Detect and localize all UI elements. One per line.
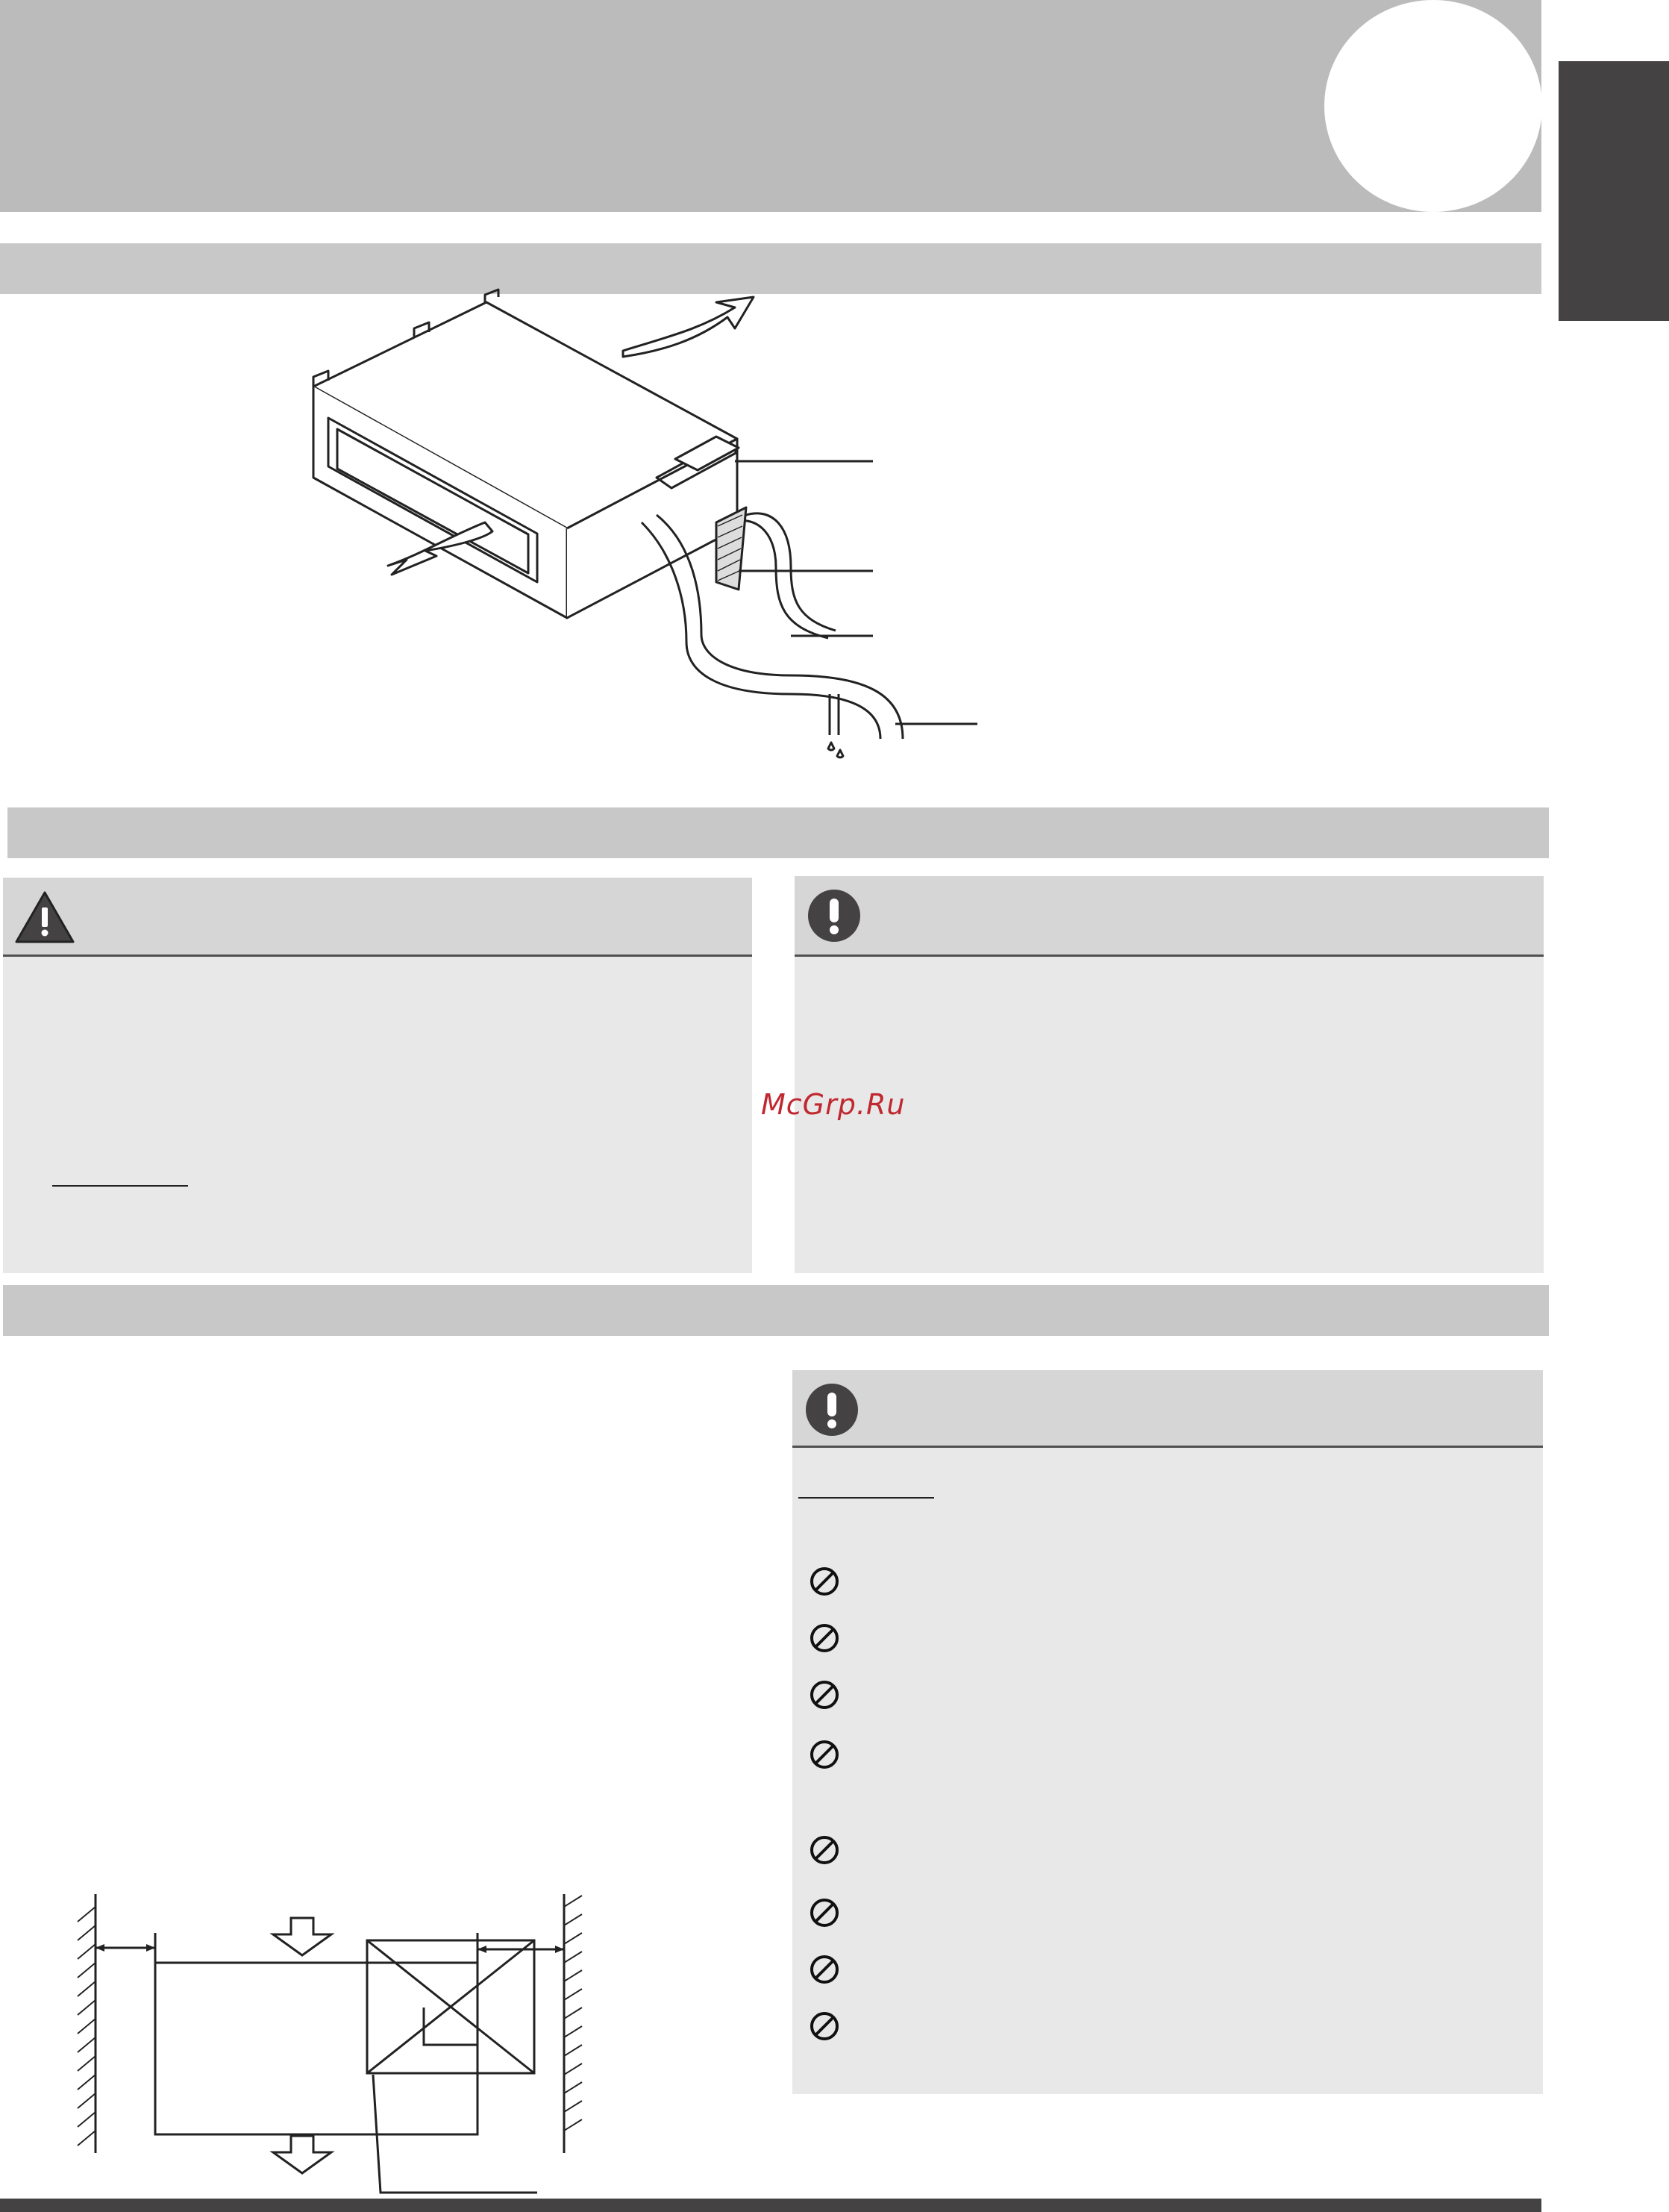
prohibited-icon: [809, 1897, 840, 1928]
exclamation-circle-icon: [804, 1382, 859, 1437]
watermark: McGrp.Ru: [761, 1088, 906, 1121]
section-band-2: [7, 807, 1549, 858]
prohibited-icon: [809, 1679, 840, 1710]
prohibited-icon: [809, 1622, 840, 1654]
caution-panel-top-header: [795, 876, 1544, 957]
caution-panel-bottom-header: [792, 1370, 1543, 1448]
prohibited-icon: [809, 2011, 840, 2042]
warning-underline-mark: [52, 1185, 188, 1187]
caution-underline-mark: [798, 1497, 934, 1499]
bottom-bar: [0, 2199, 1541, 2212]
prohibited-icon: [809, 1739, 840, 1770]
warning-triangle-icon: [13, 890, 76, 945]
caution-panel-bottom: [792, 1370, 1543, 2094]
exclamation-circle-icon: [807, 888, 862, 943]
clearance-diagram: [0, 1881, 612, 2209]
section-band-3: [3, 1285, 1549, 1336]
warning-panel-header: [3, 878, 752, 957]
prohibited-icon: [809, 1566, 840, 1597]
prohibited-icon: [809, 1954, 840, 1985]
indoor-unit-illustration: [0, 0, 1669, 821]
prohibited-icon: [809, 1834, 840, 1866]
